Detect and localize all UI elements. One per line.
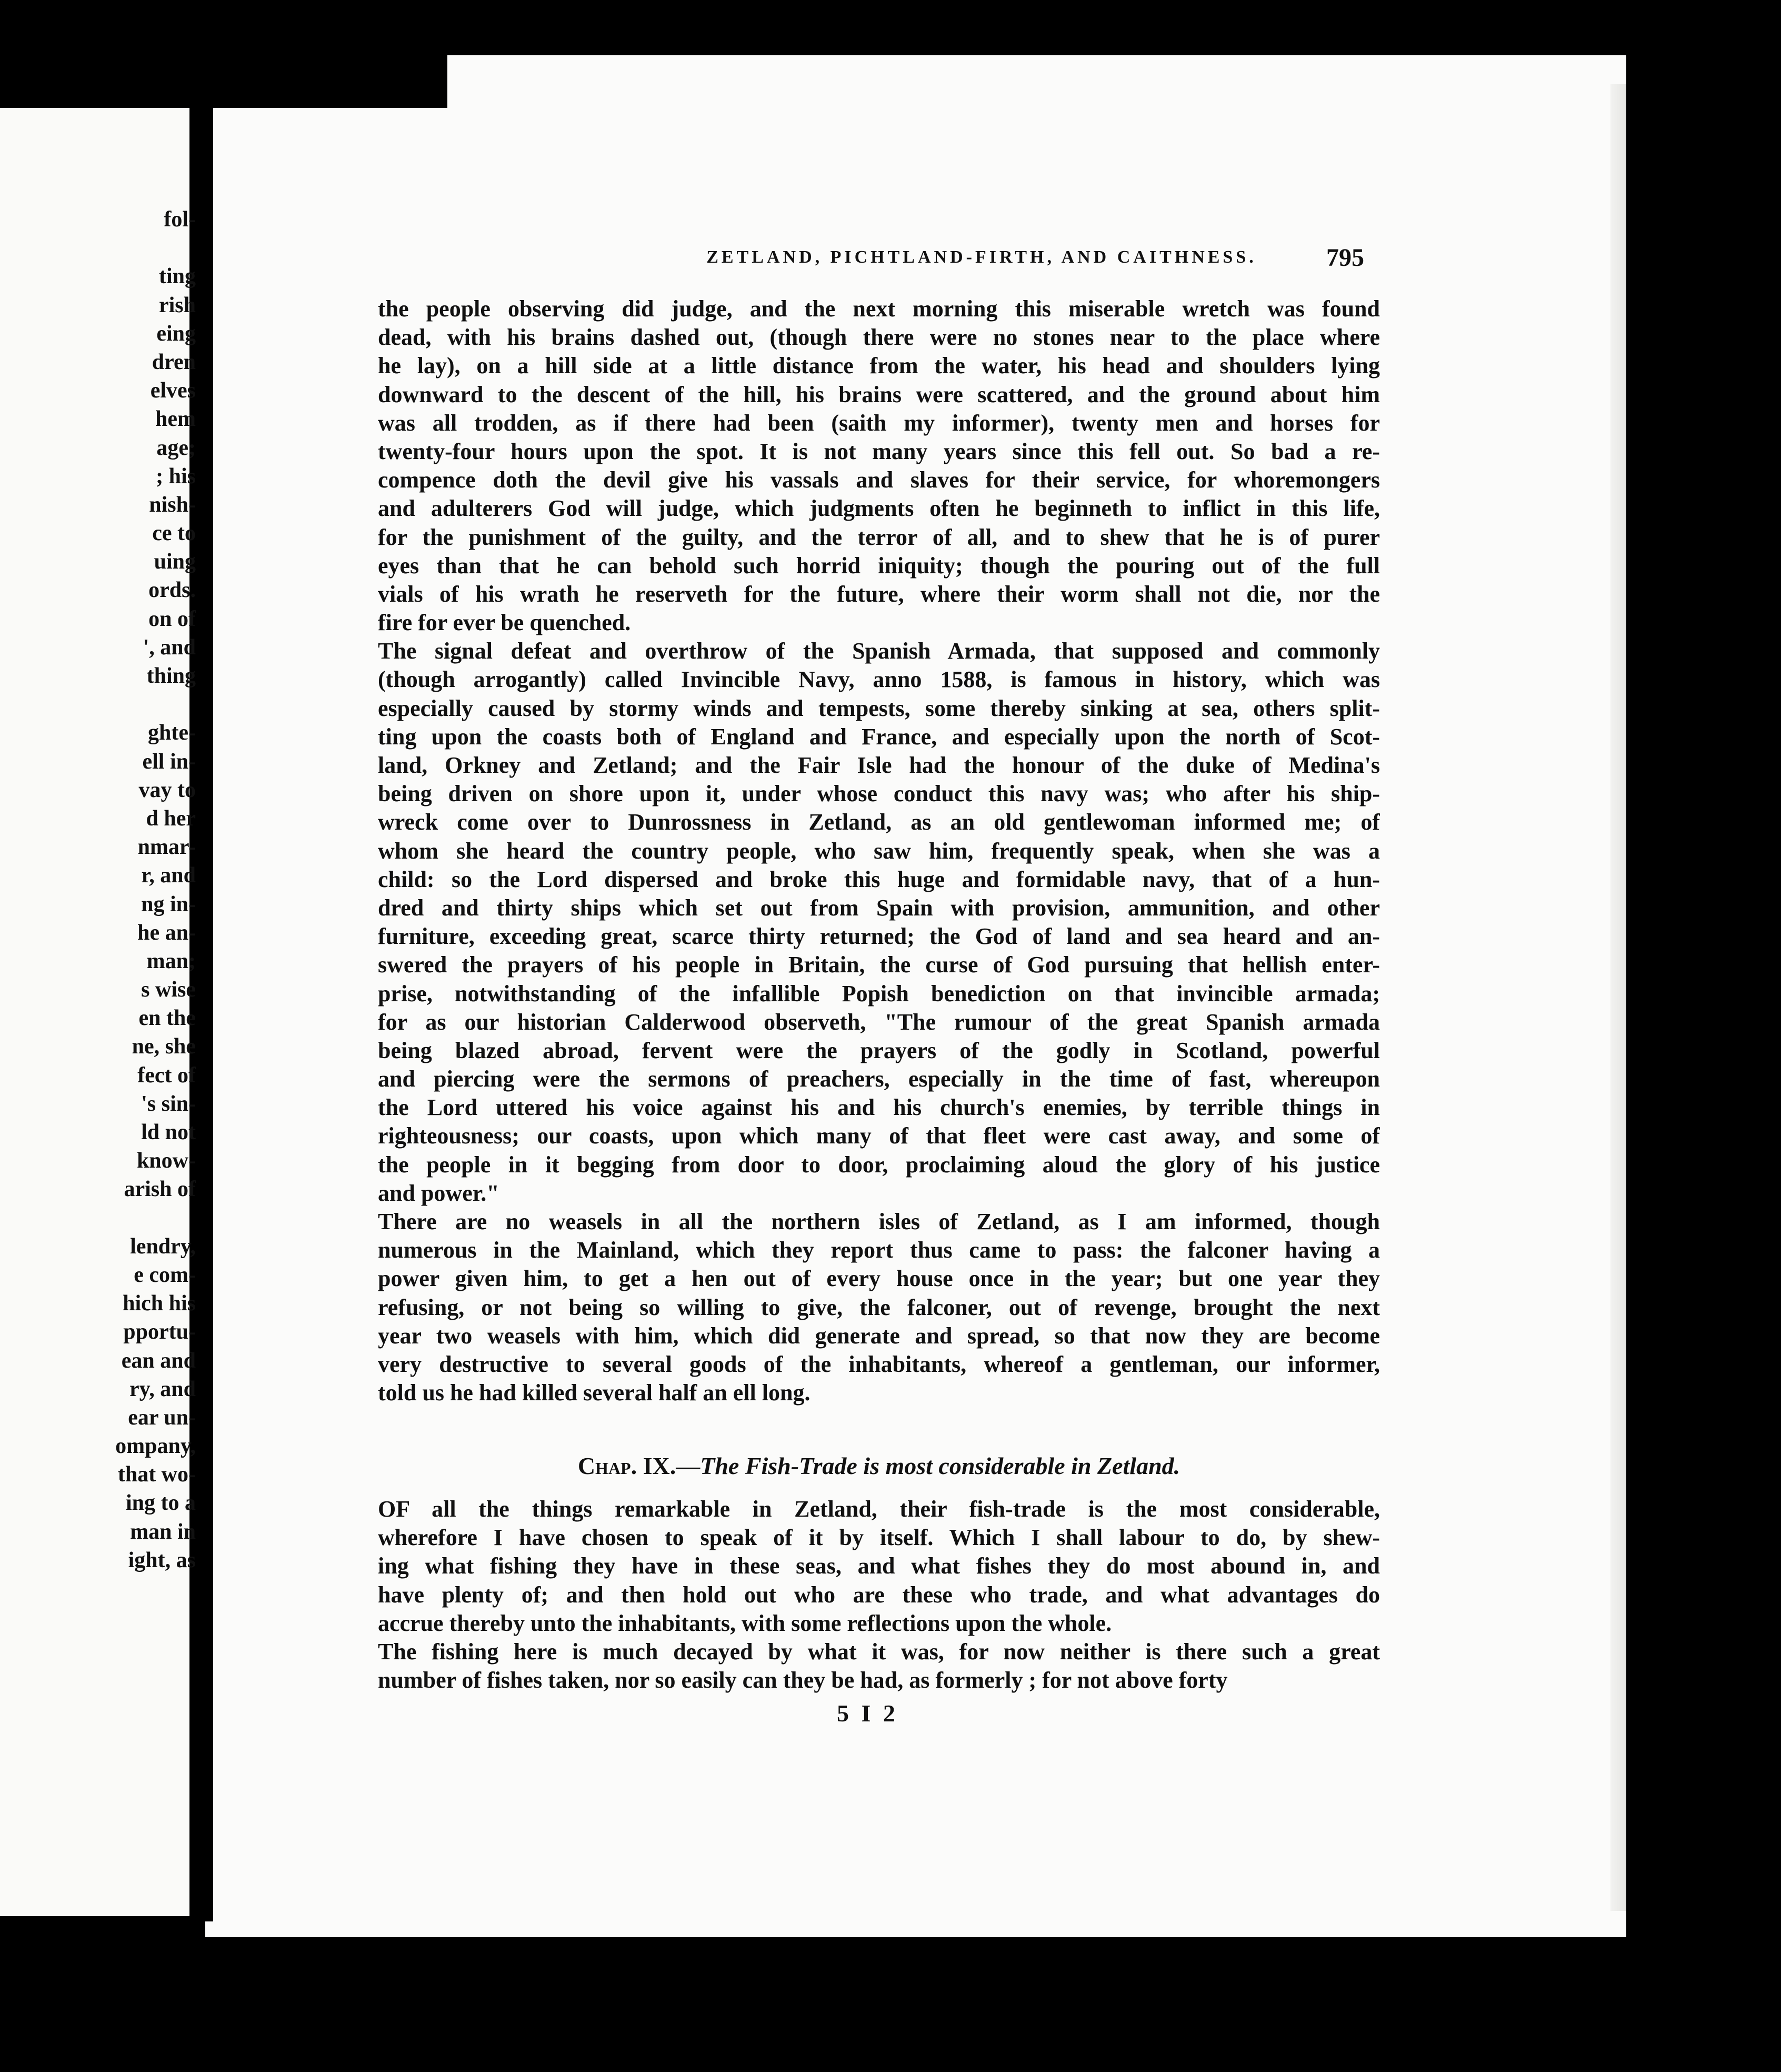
- left-fragment-line: ting: [158, 264, 196, 289]
- text-line: wreck come over to Dunrossness in Zetland, as an old gentlewoman informed me; of: [378, 809, 1380, 835]
- text-line: eyes than that he can behold such horrid iniquity; though the pouring out of the full: [378, 552, 1380, 579]
- text-line: righteousness; our coasts, upon which many of that fleet were cast away, and some of: [378, 1123, 1380, 1149]
- text-line: for the punishment of the guilty, and the terror of all, and to shew that he is of purer: [378, 524, 1380, 550]
- left-fragment-line: ry, and: [129, 1377, 196, 1401]
- chapter-dash: —: [676, 1452, 701, 1479]
- text-line: was all trodden, as if there had been (saith my informer), twenty men and horses for: [378, 410, 1380, 436]
- left-fragment-line: hem: [155, 407, 196, 432]
- text-line: OF all the things remarkable in Zetland, their fish-trade is the most considerable,: [378, 1496, 1380, 1522]
- left-fragment-line: fect of: [137, 1063, 196, 1088]
- left-fragment-line: ce to: [152, 521, 196, 546]
- left-fragment-line: ear un-: [128, 1405, 196, 1430]
- text-line: child: so the Lord dispersed and broke this huge and formidable navy, that of a hun-: [378, 866, 1380, 892]
- text-line: for as our historian Calderwood observeth, "The rumour of the great Spanish armada: [378, 1009, 1380, 1035]
- text-line: The signal defeat and overthrow of the Spanish Armada, that supposed and commonly: [378, 638, 1380, 664]
- text-line: the people in it begging from door to door, proclaiming aloud the glory of his justice: [378, 1151, 1380, 1178]
- text-line: very destructive to several goods of the inhabitants, whereof a gentleman, our informer,: [378, 1351, 1380, 1377]
- left-fragment-line: ords.: [148, 578, 196, 603]
- left-fragment-line: r, and: [141, 863, 196, 888]
- left-fragment-line: [0, 690, 196, 719]
- left-fragment-line: ghte-: [148, 721, 196, 745]
- left-fragment-line: hich his: [123, 1291, 196, 1316]
- text-line: accrue thereby unto the inhabitants, with some reflections upon the whole.: [378, 1610, 1112, 1636]
- left-fragment-line: pportu-: [123, 1320, 196, 1344]
- left-fragment-line: ight, as: [128, 1548, 196, 1572]
- text-line: year two weasels with him, which did generate and spread, so that now they are become: [378, 1322, 1380, 1349]
- text-line: ing what fishing they have in these seas, and what fishes they do most abound in, and: [378, 1553, 1380, 1579]
- text-line: wherefore I have chosen to speak of it by itself. Which I shall labour to do, by shew-: [378, 1525, 1380, 1551]
- left-fragment-line: ne, she: [132, 1034, 196, 1059]
- left-fragment-line: thing: [146, 664, 196, 688]
- text-line: told us he had killed several half an ell long.: [378, 1380, 811, 1406]
- text-line: vials of his wrath he reserveth for the future, where their worm shall not die, nor the: [378, 581, 1380, 607]
- left-fragment-line: age;: [156, 435, 196, 460]
- text-line: downward to the descent of the hill, his brains were scattered, and the ground about him: [378, 381, 1380, 407]
- text-line: whom she heard the country people, who saw him, frequently speak, when she was a: [378, 838, 1380, 864]
- text-line: furniture, exceeding great, scarce thirty returned; the God of land and sea heard and an-: [378, 923, 1380, 950]
- left-fragment-line: e com-: [134, 1262, 196, 1287]
- text-line: (though arrogantly) called Invincible Navy, anno 1588, is famous in history, which was: [378, 666, 1380, 693]
- scan-border-right: [1626, 0, 1781, 2072]
- left-fragment-line: ld not: [141, 1120, 196, 1144]
- body-text-before-chapter: [378, 295, 1380, 1407]
- text-line: There are no weasels in all the northern isles of Zetland, as I am informed, though: [378, 1209, 1380, 1234]
- left-fragment-line: 's sin-: [141, 1091, 196, 1116]
- left-fragment-line: he an-: [137, 920, 196, 945]
- text-line: the people observing did judge, and the next morning this miserable wretch was found: [378, 296, 1380, 322]
- text-line: swered the prayers of his people in Britain, the curse of God pursuing that hellish enter-: [378, 952, 1380, 978]
- left-fragment-line: [0, 1204, 196, 1232]
- text-line: refusing, or not being so willing to give, the falconer, out of revenge, brought the next: [378, 1294, 1380, 1320]
- left-fragment-line: man;: [146, 949, 196, 973]
- left-fragment-line: arish of: [124, 1177, 196, 1202]
- left-fragment-line: ean and: [121, 1348, 196, 1373]
- page-number: 795: [1326, 244, 1364, 272]
- text-line: compence doth the devil give his vassals and slaves for their service, for whoremongers: [378, 467, 1380, 493]
- left-fragment-line: fol-: [164, 207, 196, 232]
- left-fragment-line: vay to: [138, 778, 196, 802]
- text-line: fire for ever be quenched.: [378, 610, 631, 636]
- chapter-label: Chap. IX.: [577, 1452, 676, 1479]
- running-head: ZETLAND, PICHTLAND-FIRTH, AND CAITHNESS.: [706, 247, 1257, 267]
- text-line: twenty-four hours upon the spot. It is not many years since this fell out. So bad a re-: [378, 438, 1380, 464]
- text-line: being driven on shore upon it, under whose conduct this navy was; who after his ship-: [378, 781, 1380, 807]
- left-fragment-line: on of: [148, 606, 196, 631]
- left-fragment-line: ng in-: [141, 892, 196, 917]
- body-text-after-chapter: [378, 1495, 1380, 1695]
- left-fragment-line: ompany,: [115, 1434, 196, 1459]
- left-fragment-line: man in: [130, 1519, 196, 1544]
- text-line: number of fishes taken, nor so easily can they be had, as formerly ; for not above forty: [378, 1667, 1228, 1694]
- text-line: dred and thirty ships which set out from Spain with provision, ammunition, and other: [378, 894, 1380, 921]
- left-fragment-line: ', and: [143, 635, 196, 660]
- text-line: and piercing were the sermons of preachers, especially in the time of fast, whereupon: [378, 1066, 1380, 1092]
- text-line: he lay), on a hill side at a little distance from the water, his head and shoulders lying: [378, 353, 1380, 379]
- left-fragment-line: ing to a: [125, 1491, 196, 1516]
- left-fragment-line: ; his: [156, 464, 196, 489]
- left-fragment-line: eing: [156, 321, 196, 346]
- text-line: the Lord uttered his voice against his and his church's enemies, by terrible things in: [378, 1094, 1380, 1121]
- left-fragment-line: [0, 234, 196, 262]
- left-fragment-line: rish: [158, 293, 196, 317]
- text-line: have plenty of; and then hold out who are these who trade, and what advantages do: [378, 1581, 1380, 1608]
- left-fragment-line: uing: [154, 550, 196, 574]
- text-line: prise, notwithstanding of the infallible Popish benediction on that invincible armada;: [378, 980, 1380, 1007]
- left-fragment-line: d her: [146, 806, 196, 831]
- chapter-heading: [378, 1450, 1380, 1482]
- text-line: The fishing here is much decayed by what it was, for now neither is there such a great: [378, 1638, 1380, 1665]
- text-line: and power.": [378, 1180, 499, 1206]
- scan-border-top: [0, 55, 447, 108]
- left-page-text-fragments: [0, 205, 196, 1575]
- left-fragment-line: that wo-: [117, 1462, 196, 1487]
- left-fragment-line: s wise: [141, 978, 196, 1002]
- chapter-title: The Fish-Trade is most considerable in Zetland.: [700, 1452, 1180, 1479]
- signature-mark: 5 I 2: [837, 1700, 898, 1727]
- left-fragment-line: nish-: [149, 492, 196, 517]
- left-fragment-line: know-: [136, 1149, 196, 1173]
- left-fragment-line: nmar-: [137, 835, 196, 860]
- left-fragment-line: ell in-: [142, 749, 196, 774]
- text-line: land, Orkney and Zetland; and the Fair Isle had the honour of the duke of Medina's: [378, 752, 1380, 778]
- text-line: ting upon the coasts both of England and France, and especially upon the north of Scot-: [378, 723, 1380, 750]
- page-edge-shadow: [1610, 84, 1626, 1911]
- left-fragment-line: en the: [138, 1006, 196, 1031]
- left-fragment-line: dren: [152, 350, 196, 374]
- text-line: being blazed abroad, fervent were the prayers of the godly in Scotland, powerful: [378, 1037, 1380, 1063]
- text-line: and adulterers God will judge, which judgments often he beginneth to inflict in this life,: [378, 495, 1380, 522]
- left-fragment-line: lendry,: [130, 1234, 196, 1259]
- text-line: power given him, to get a hen out of every house once in the year; but one year they: [378, 1266, 1380, 1292]
- text-line: dead, with his brains dashed out, (though there were no stones near to the place where: [378, 324, 1380, 351]
- left-fragment-line: elves: [150, 378, 196, 403]
- scan-border-bottom: [0, 1937, 1781, 2072]
- text-line: especially caused by stormy winds and tempests, some thereby sinking at sea, others split-: [378, 695, 1380, 721]
- text-line: numerous in the Mainland, which they report thus came to pass: the falconer having a: [378, 1237, 1380, 1263]
